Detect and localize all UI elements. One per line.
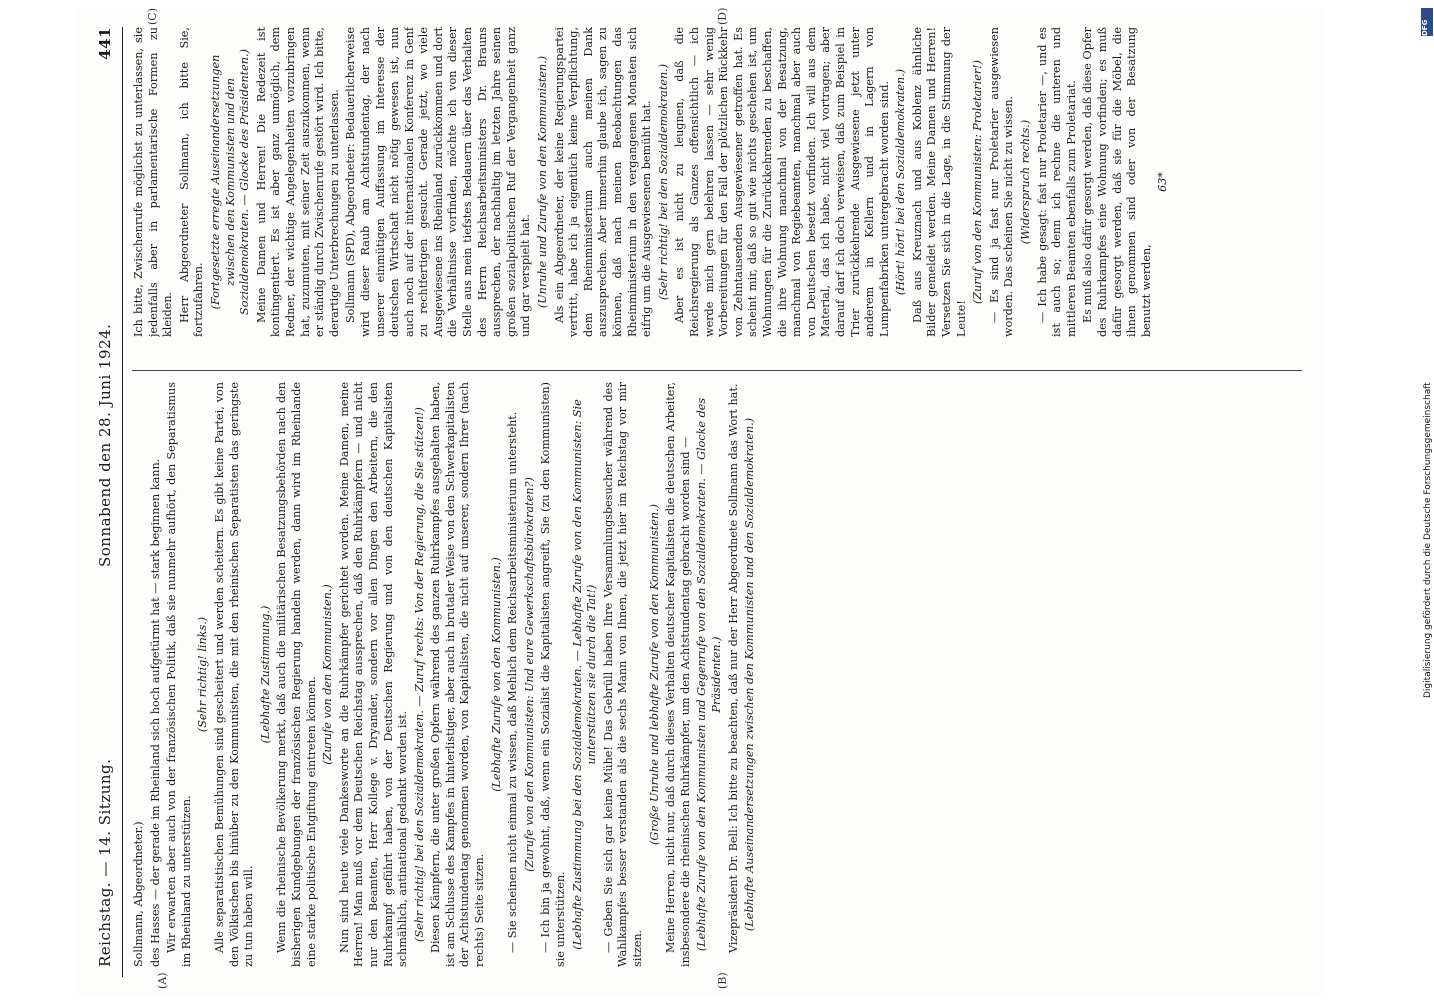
paragraph: — Sie scheinen nicht einmal zu wissen, daß Mehlich dem Reichsarbeitsministerium untersteht. — [506, 411, 520, 953]
paragraph: (Lebhafte Zustimmung.) — [258, 605, 272, 744]
paragraph: Wir erwarten aber auch von der französischen Politik, daß sie nunmehr aufhört, den Separatismus im Rheinland zu unterstützen. — [165, 382, 193, 967]
paragraph: 63* — [1156, 172, 1170, 192]
paragraph: (Zuruf von den Kommunisten: Proletarier!) — [971, 59, 985, 305]
header-date: Sonnabend den 28. Juni 1924. — [96, 323, 114, 567]
paragraph: Sollmann, Abgeordneter.) — [132, 821, 145, 967]
paragraph: — Ich habe gesagt: fast nur Proletarier —, und es ist auch so; denn ich rechne die unteren und mittleren Beamten ebenfalls zum Proletariat. — [1035, 27, 1078, 337]
text-column-right — [132, 27, 1312, 337]
paragraph: (Unruhe und Zurufe von den Kommunisten.) — [536, 55, 550, 309]
paragraph: (Zurufe von den Kommunisten: Und eure Gewerkschaftsbürokraten?) — [522, 477, 536, 872]
paragraph: Ich bitte, Zwischenrufe möglichst zu unterlassen, sie jedenfalls aber in parlamentarische Formen zu kleiden. — [132, 27, 175, 337]
paragraph: (Lebhafte Auseinandersetzungen zwischen den Kommunisten und den Sozialdemokraten.) — [743, 417, 757, 932]
paragraph: — Ich bin ja gewohnt, daß, wenn ein Sozialist die Kapitalisten angreift, Sie (zu den Kommunisten) sie unterstützen. — [539, 382, 568, 967]
paragraph: (Sehr richtig! bei den Sozialdemokraten. — Zuruf rechts: Von der Regierung, die Sie stützen!) — [412, 407, 426, 942]
paragraph: (Hört! hört! bei den Sozialdemokraten.) — [894, 68, 908, 296]
paragraph: (Zurufe von den Kommunisten.) — [321, 584, 335, 765]
margin-mark-c: (C) — [146, 8, 159, 25]
paragraph: (Sehr richtig! bei den Sozialdemokraten.) — [656, 63, 670, 301]
margin-mark-d: (D) — [716, 7, 729, 25]
paragraph: des Hasses — der gerade im Rheinland sich hoch aufgetürmt hat — stark beginnen kann. — [148, 458, 162, 967]
page-number: 441 — [96, 27, 114, 60]
paragraph: Als ein Abgeordneter, der keine Regierungspartei vertritt, habe ich ja eigentlich keine Verpflichtung, dem Rheinministerium auch meinen Dank auszusprechen. Aber immerhin glaube ich, sagen zu können, daß nach meinen Beobachtungen das Rheinministerium in den vergangenen Monaten sich eifrig um die Ausgewiesenen bemüht hat. — [552, 27, 654, 337]
paragraph: (Lebhafte Zurufe von den Kommunisten.) — [489, 557, 503, 792]
running-head — [96, 7, 122, 997]
paragraph: Herr Abgeordneter Sollmann, ich bitte Sie, fortzufahren. — [177, 27, 206, 337]
paragraph: Wenn die rheinische Bevölkerung merkt, daß auch die militärischen Besatzungsbehörden nach den bisherigen Kundgebungen der französischen Regierung handeln werden, dann wird im Rheinlande eine starke politische Entgiftung eintreten können. — [275, 382, 318, 967]
digitization-notice — [1422, 8, 1434, 698]
margin-mark-a: (A) — [156, 972, 169, 989]
paragraph: (Große Unruhe und lebhafte Zurufe von den Kommunisten.) — [647, 504, 661, 845]
paragraph: (Fortgesetzte erregte Auseinandersetzungen zwischen den Kommunisten und den Sozialdemokraten. — Glocke des Präsidenten.) — [208, 49, 252, 315]
paragraph: Es muß also dafür gesorgt werden, daß diese Opfer des Ruhrkampfes eine Wohnung vorfinden; es muß dafür gesorgt werden, daß sie für die Möbel, die ihnen genommen sind oder von der Besatzung benutzt werden, — [1081, 27, 1153, 337]
paragraph: (Lebhafte Zurufe von den Kommunisten und Gegenrufe von den Sozialdemokraten. — Glocke des Präsidenten.) — [695, 397, 723, 952]
paragraph: Sollmann (SPD), Abgeordneter: Bedauerlicherweise wird dieser Raub am Achtstundentag, der nach unserer einmütigen Auffassung im Interesse der deutschen Wirtschaft nicht nötig gewesen ist, nun auch noch auf der internationalen Konferenz in Genf zu rechtfertigen gesucht. Gerade jetzt, wo viele Ausgewiesene ins Rheinland zurückkommen und dort die Verhältnisse vorfinden, möchte ich von dieser Stelle aus mein tiefstes Bedauern über das Verhalten des Herrn Reichsarbeitsministers Dr. Brauns aussprechen, der nachhaltig im letzten Jahre seinen großen sozialpolitischen Ruf der Vergangenheit ganz und gar verspielt hat. — [344, 27, 533, 337]
paragraph: — Es sind ja fast nur Proletarier ausgewiesen worden. Das scheinen Sie nicht zu wissen. — [987, 27, 1016, 337]
header-rule — [122, 27, 123, 977]
column-divider — [132, 370, 1302, 371]
dfg-logo — [1421, 8, 1433, 36]
paragraph: Nun sind heute viele Dankesworte an die Ruhrkämpfer gerichtet worden. Meine Damen, meine Herren! Man muß vor dem Deutschen Reichstag aussprechen, daß den Ruhrkämpfern — und nicht nur den Beamten, Herr Kollege v. Dryander, sondern vor allen Dingen den Arbeitern, die den Ruhrkampf geführt haben, von der Deutschen Regierung und von den deutschen Kapitalisten schmählich, antinational gedankt worden ist. — [337, 382, 410, 967]
header-session: Reichstag. — 14. Sitzung. — [96, 758, 114, 967]
margin-mark-b: (B) — [716, 972, 729, 989]
paragraph: (Widerspruch rechts.) — [1019, 119, 1033, 245]
rotated-scanned-page — [76, 7, 1326, 997]
text-column-left — [132, 382, 1312, 967]
paragraph: Aber es ist nicht zu leugnen, daß die Reichsregierung als Ganzes offensichtlich — ich werde mich gern belehren lassen — sehr wenig Vorbereitungen für den Fall der plötzlichen Rückkehr von Zehntausenden Ausgewiesener getroffen hat. Es scheint mir, daß so gut wie nichts geschehen ist, um Wohnungen für die Zurückkehrenden zu beschaffen, die ihre Wohnung manchmal von der Besatzung, manchmal von Regiebeamten, manchmal aber auch von Deutschen besetzt vorfinden. Ich will aus dem Material, das ich habe, nicht viel vortragen; aber darauf darf ich doch verweisen, daß zum Beispiel in Trier zurückkehrende Ausgewiesene jetzt unter anderem in Kellern und in Lagern von Lumpenfabriken untergebracht worden sind. — [673, 27, 891, 337]
paragraph: Daß aus Kreuznach und aus Koblenz ähnliche Bilder gemeldet werden. Meine Damen und Herren! Versetzen Sie sich in die Lage, in die Stimmung der Leute! — [910, 27, 968, 337]
paragraph: (Sehr richtig! links.) — [196, 616, 210, 733]
digitization-notice-text: Digitalisierung gefördert durch die Deutsche Forschungsgemeinschaft — [1423, 382, 1433, 698]
paragraph: — Geben Sie sich gar keine Mühe! Das Gebrüll haben Ihre Versammlungsbesucher während des Wahlkampfes besser verstanden als die sechs Mann von Ihnen, die jetzt hier im Reichstag vor mir sitzen. — [601, 382, 644, 967]
paragraph: Diesen Kämpfern, die unter großen Opfern während des ganzen Ruhrkampfes ausgehalten haben, ist am Schlusse des Kampfes in hinterlistiger, aber auch in brutaler Weise von den Schwerkapitalisten der Achtstundentag genommen worden, von Kapitalisten, die nicht auf unserer, sondern Ihrer (nach rechts) Seite sitzen. — [429, 382, 487, 967]
dfg-logo-text: DFG — [1421, 19, 1429, 36]
paragraph: Meine Herren, nicht nur, daß durch dieses Verhalten deutscher Kapitalisten die deutschen Arbeiter, insbesondere die rheinischen Ruhrkämpfer, um den Achtstundentag gebracht worden sind — — [664, 382, 692, 967]
paragraph: Vizepräsident Dr. Bell: Ich bitte zu beachten, daß nur der Herr Abgeordnete Sollmann das Wort hat. — [726, 383, 740, 953]
paragraph: (Lebhafte Zustimmung bei den Sozialdemokraten. — Lebhafte Zurufe von den Kommunisten: Sie unterstützen sie durch die Tat!) — [570, 399, 599, 950]
paragraph: Alle separatistischen Bemühungen sind gescheitert und werden scheitern. Es gibt keine Partei, von den Völkischen bis hinüber zu den Kommunisten, die mit den rheinischen Separatisten das geringste zu tun haben will. — [212, 382, 256, 967]
paragraph: Meine Damen und Herren! Die Redezeit ist kontingentiert. Es ist aber ganz unmöglich, dem Redner, der wichtige Angelegenheiten vorzubringen hat, zuzumuten, mit seiner Zeit auszukommen, wenn er ständig durch Zwischenrufe gestört wird. Ich bitte, derartige Unterbrechungen zu unterlassen. — [254, 27, 341, 337]
